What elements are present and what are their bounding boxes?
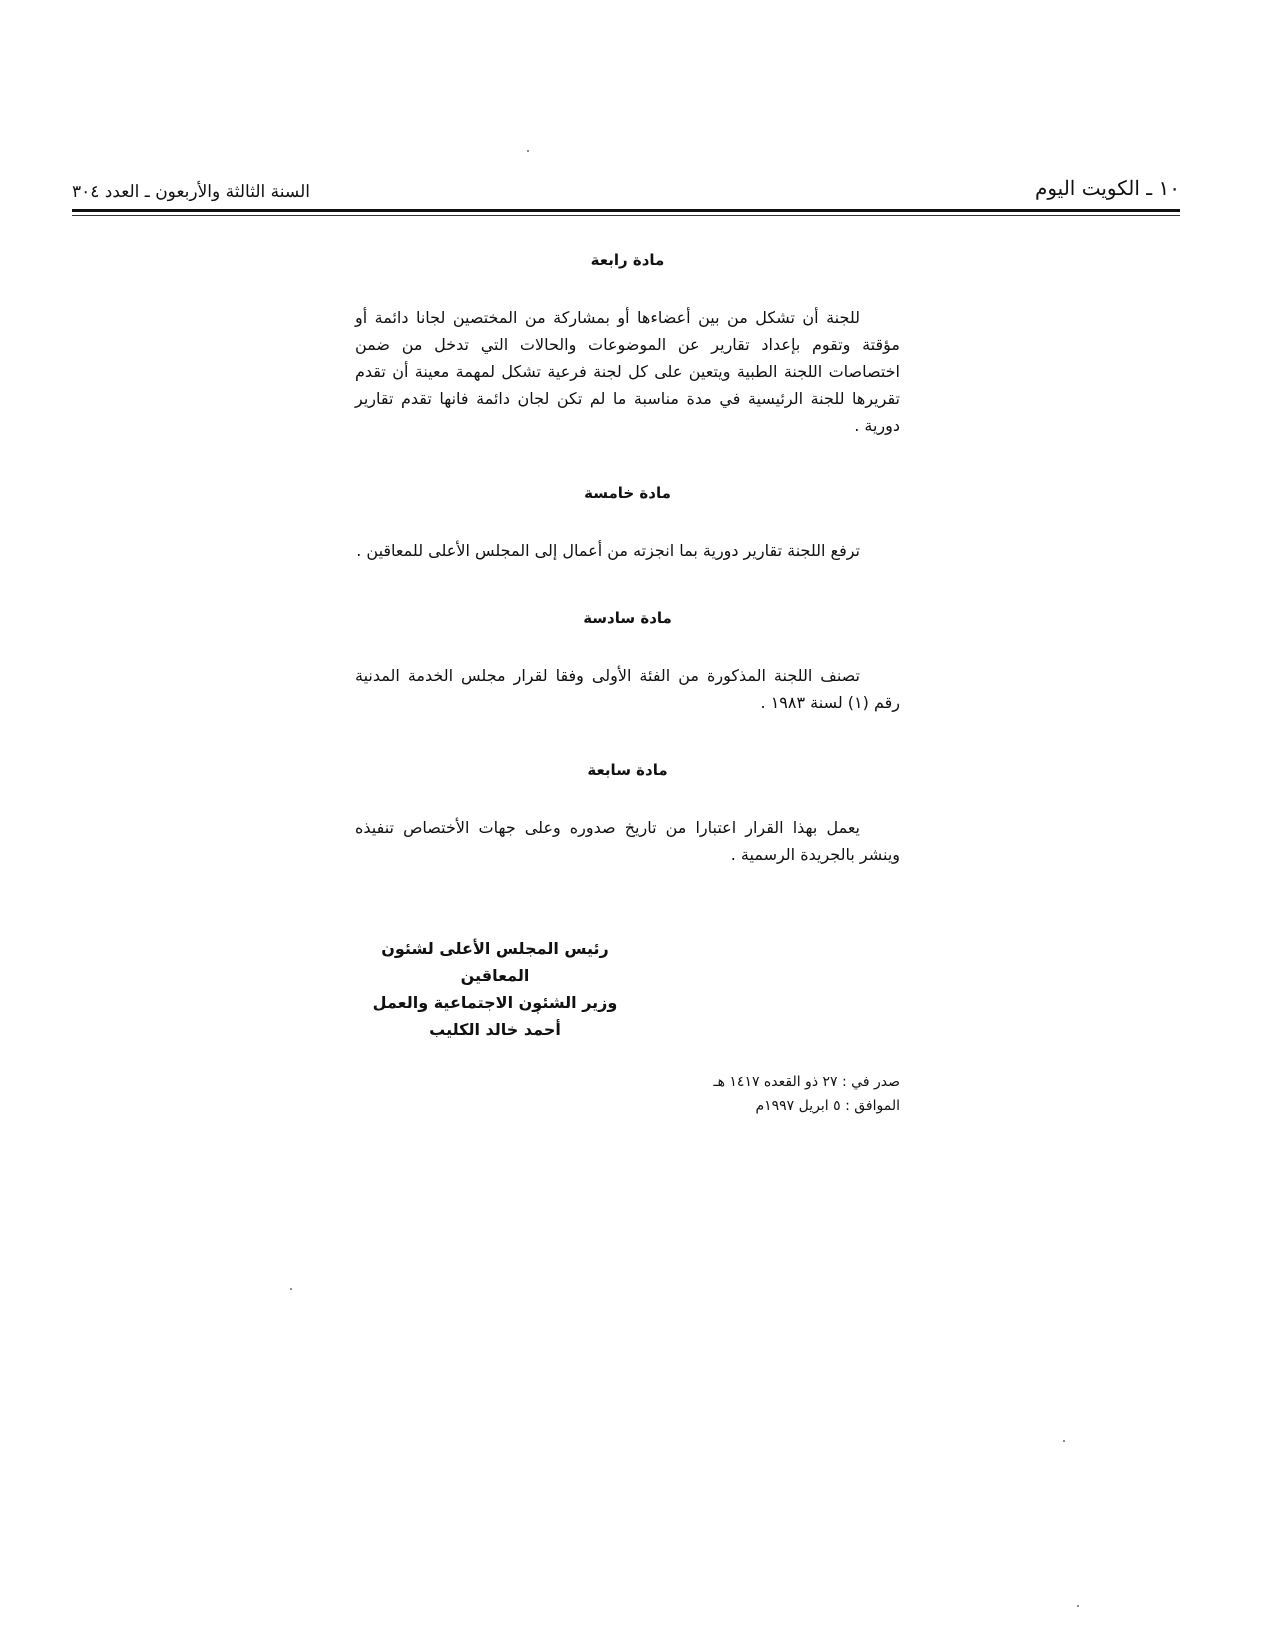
article-6 — [355, 608, 900, 716]
signatory-title: رئيس المجلس الأعلى لشئون المعاقين — [381, 939, 609, 985]
issue-date-block — [600, 1070, 900, 1118]
scan-speck — [527, 150, 529, 152]
issue-date-hijri: صدر في : ٢٧ ذو القعده ١٤١٧ هـ — [713, 1074, 900, 1090]
signature-block — [355, 935, 635, 1043]
article-text: تصنف اللجنة المذكورة من الفئة الأولى وفقا لقرار مجلس الخدمة المدنية رقم (١) لسنة ١٩٨٣ . — [355, 666, 900, 712]
signatory-ministry: وزير الشئون الاجتماعية والعمل — [372, 993, 618, 1012]
document-body — [355, 250, 900, 912]
scan-speck — [290, 1288, 292, 1290]
article-text: يعمل بهذا القرار اعتبارا من تاريخ صدوره وعلى جهات الأختصاص تنفيذه وينشر بالجريدة الرسمية . — [355, 818, 900, 864]
header-rule-thin — [72, 215, 1180, 216]
header-rule-thick — [72, 209, 1180, 212]
scan-speck — [537, 1012, 539, 1014]
article-heading: مادة سادسة — [583, 609, 672, 627]
article-text: للجنة أن تشكل من بين أعضاءها أو بمشاركة من المختصين لجانا دائمة أو مؤقتة وتقوم بإعداد تقارير عن الموضوعات والحالات التي تدخل من ضمن اختصاصات اللجنة الطبية ويتعين على كل لجنة فرعية تشكل لمهمة معينة أن تقدم تقريرها للجنة الرئيسية في مدة مناسبة ما لم تكن لجان دائمة فانها تقدم تقارير دورية . — [355, 308, 900, 435]
article-4 — [355, 250, 900, 439]
article-heading: مادة رابعة — [590, 251, 665, 269]
article-7 — [355, 760, 900, 868]
article-text: ترفع اللجنة تقارير دورية بما انجزته من أعمال إلى المجلس الأعلى للمعاقين . — [356, 541, 860, 560]
article-heading: مادة سابعة — [587, 761, 668, 779]
article-5 — [355, 483, 900, 564]
page-header — [72, 176, 1180, 206]
scan-speck — [1077, 1605, 1079, 1607]
page-number-title: ١٠ ـ الكويت اليوم — [1034, 176, 1180, 200]
issue-info: السنة الثالثة والأربعون ـ العدد ٣٠٤ — [72, 182, 310, 202]
signatory-name: أحمد خالد الكليب — [429, 1020, 561, 1039]
scan-speck — [1063, 1440, 1065, 1442]
article-heading: مادة خامسة — [584, 484, 671, 502]
issue-date-gregorian: الموافق : ٥ ابريل ١٩٩٧م — [755, 1098, 900, 1114]
